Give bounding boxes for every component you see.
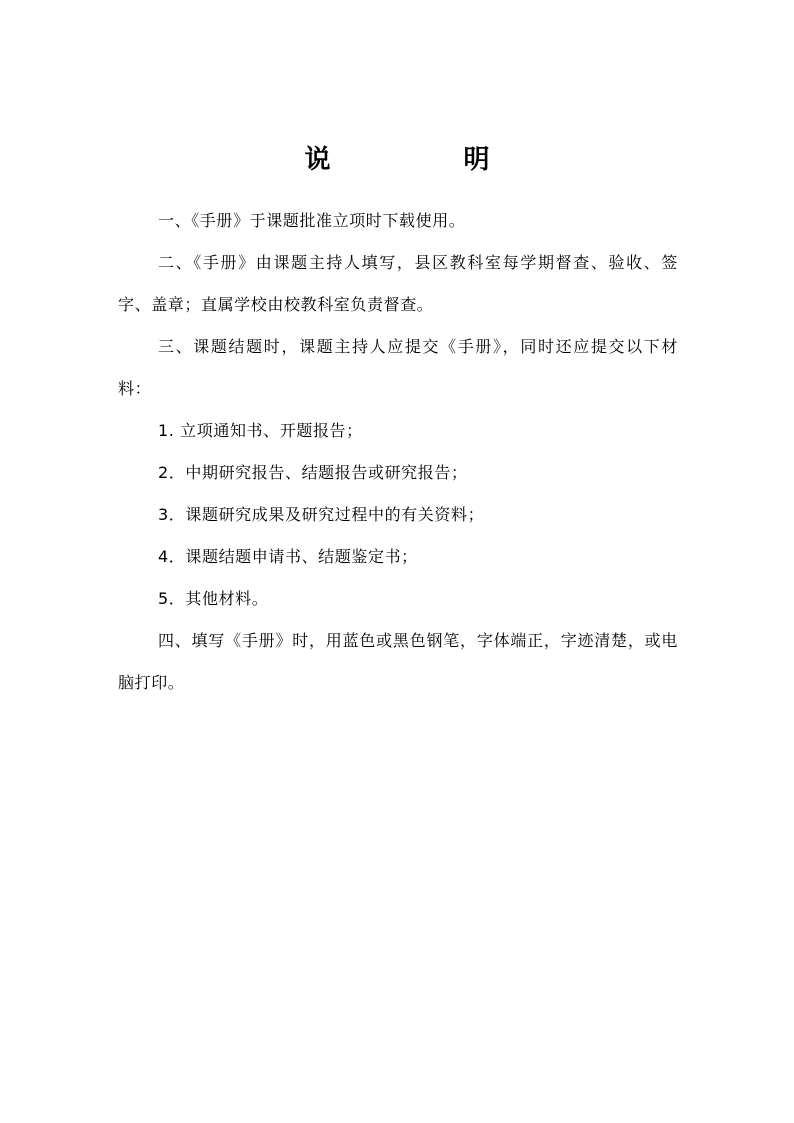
instructions-body [118, 200, 678, 704]
list-item-5: 5．其他材料。 [158, 589, 269, 608]
paragraph-1: 一、《手册》于课题批准立项时下载使用。 [158, 211, 466, 230]
paragraph-3: 三、课题结题时，课题主持人应提交《手册》，同时还应提交以下材料： [118, 337, 678, 398]
paragraph-4: 四、填写《手册》时，用蓝色或黑色钢笔，字体端正，字迹清楚，或电脑打印。 [118, 631, 678, 692]
page-title: 说 明 [304, 145, 552, 175]
list-item-4: 4．课题结题申请书、结题鉴定书； [158, 547, 418, 566]
list-item-3: 3．课题研究成果及研究过程中的有关资料； [158, 505, 485, 524]
list-item-2: 2．中期研究报告、结题报告或研究报告； [158, 463, 468, 482]
list-item-1: 1. 立项通知书、开题报告； [158, 421, 363, 440]
paragraph-2: 二、《手册》由课题主持人填写，县区教科室每学期督查、验收、签字、盖章；直属学校由校教科室负责督查。 [118, 253, 678, 314]
